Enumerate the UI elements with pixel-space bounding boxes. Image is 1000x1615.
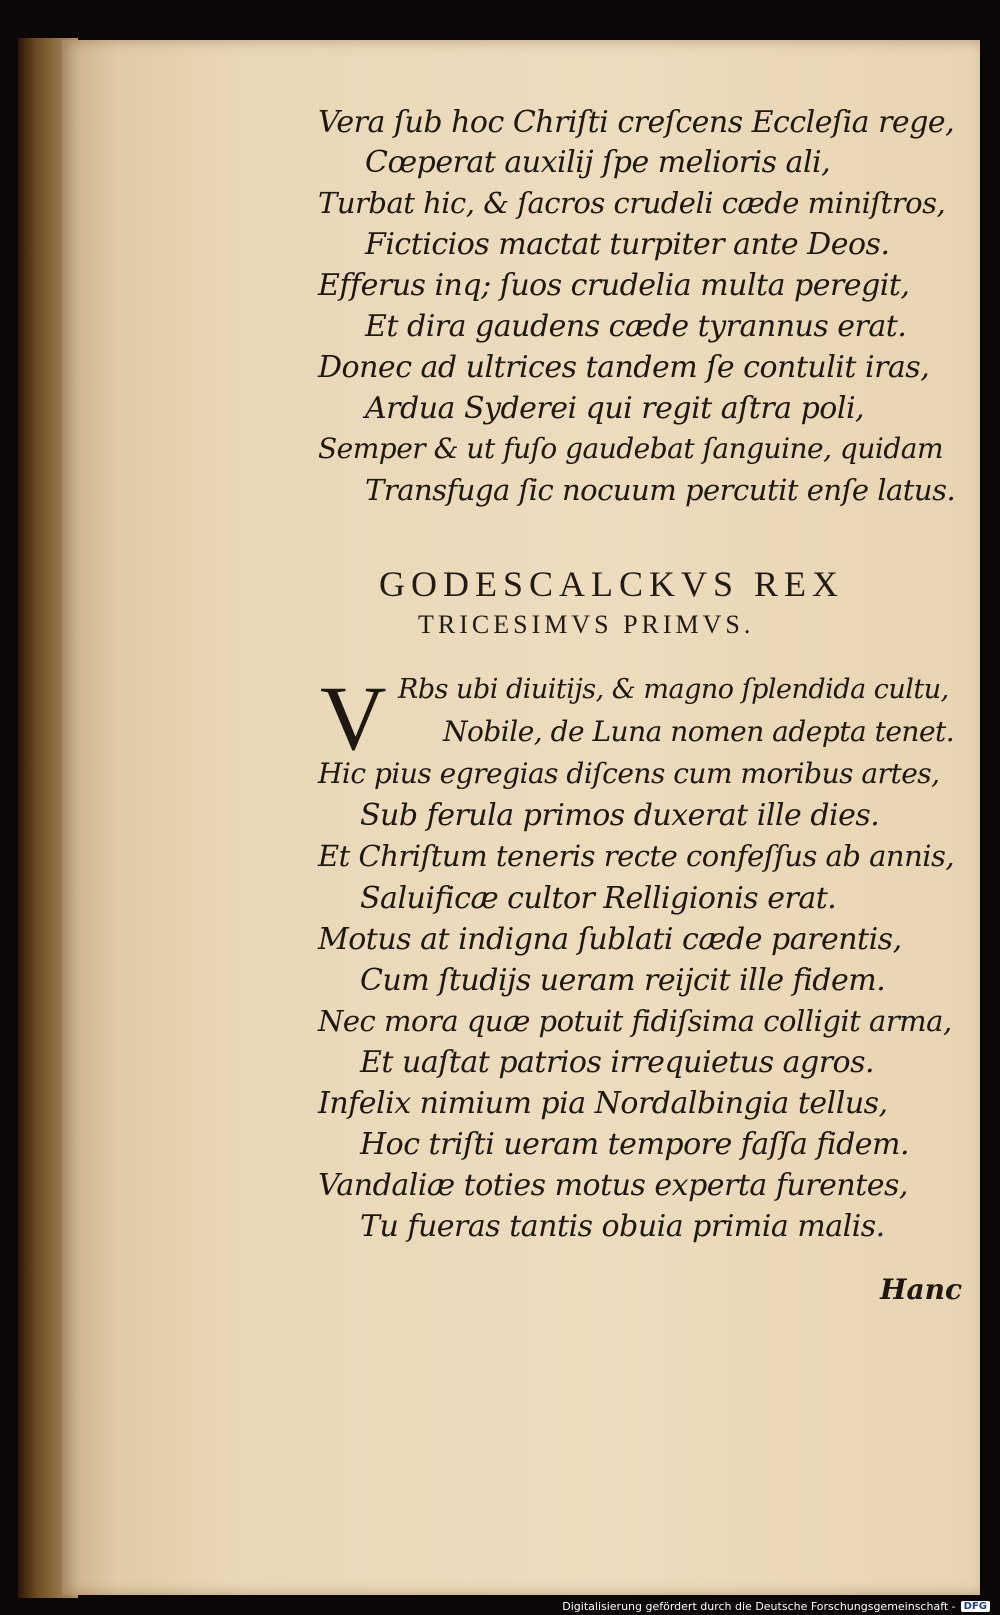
verse-line: Hoc triſti ueram tempore faſſa fidem. <box>360 1127 910 1162</box>
verse-line: Motus at indigna ſublati cæde parentis, <box>318 922 902 957</box>
verse-line: Cum ſtudijs ueram reijcit ille fidem. <box>360 963 886 998</box>
verse-line: Et Chriſtum teneris recte confeſſus ab annis, <box>318 839 955 873</box>
verse-line: Hic pius egregias diſcens cum moribus artes, <box>318 757 940 790</box>
verse-line: Rbs ubi diuitijs, & magno ſplendida cultu, <box>398 674 949 705</box>
catchword: Hanc <box>880 1273 963 1306</box>
section-heading: GODESCALCKVS REX <box>379 564 845 604</box>
verse-line: Nec mora quæ potuit fidiſsima colligit arma, <box>318 1004 952 1038</box>
verse-line: Sub ferula primos duxerat ille dies. <box>360 798 880 833</box>
verse-line: Turbat hic, & ſacros crudeli cæde miniſtros, <box>318 186 946 220</box>
verse-line: Infelix nimium pia Nordalbingia tellus, <box>318 1086 888 1121</box>
verse-line: Transfuga ſic nocuum percutit enſe latus. <box>365 473 956 507</box>
verse-line: Et uaſtat patrios irrequietus agros. <box>360 1045 875 1080</box>
verse-line: Semper & ut fuſo gaudebat ſanguine, quidam <box>318 432 944 465</box>
verse-line: Et dira gaudens cæde tyrannus erat. <box>365 309 907 344</box>
credit-text: Digitalisierung gefördert durch die Deutsche Forschungsgemeinschaft - <box>562 1600 956 1613</box>
section-subheading: TRICESIMVS PRIMVS. <box>418 610 755 639</box>
dfg-logo: DFG <box>961 1601 990 1612</box>
verse-line: Nobile, de Luna nomen adepta tenet. <box>443 715 955 748</box>
verse-line: Ardua Syderei qui regit aſtra poli, <box>365 391 865 426</box>
verse-line: Tu fueras tantis obuia primia malis. <box>360 1209 885 1244</box>
verse-line: Efferus inq; ſuos crudelia multa peregit, <box>318 268 910 303</box>
verse-line: Vandaliæ toties motus experta furentes, <box>318 1168 908 1203</box>
verse-line: Saluificæ cultor Relligionis erat. <box>360 881 837 916</box>
verse-line: Cœperat auxilij ſpe melioris ali, <box>365 145 831 180</box>
verse-line: Vera ſub hoc Chriſti creſcens Eccleſia rege, <box>318 105 955 140</box>
verse-line: Ficticios mactat turpiter ante Deos. <box>365 227 890 262</box>
drop-cap: V <box>320 667 387 769</box>
verse-line: Donec ad ultrices tandem ſe contulit iras, <box>318 350 930 385</box>
digitization-credit <box>562 1600 990 1613</box>
